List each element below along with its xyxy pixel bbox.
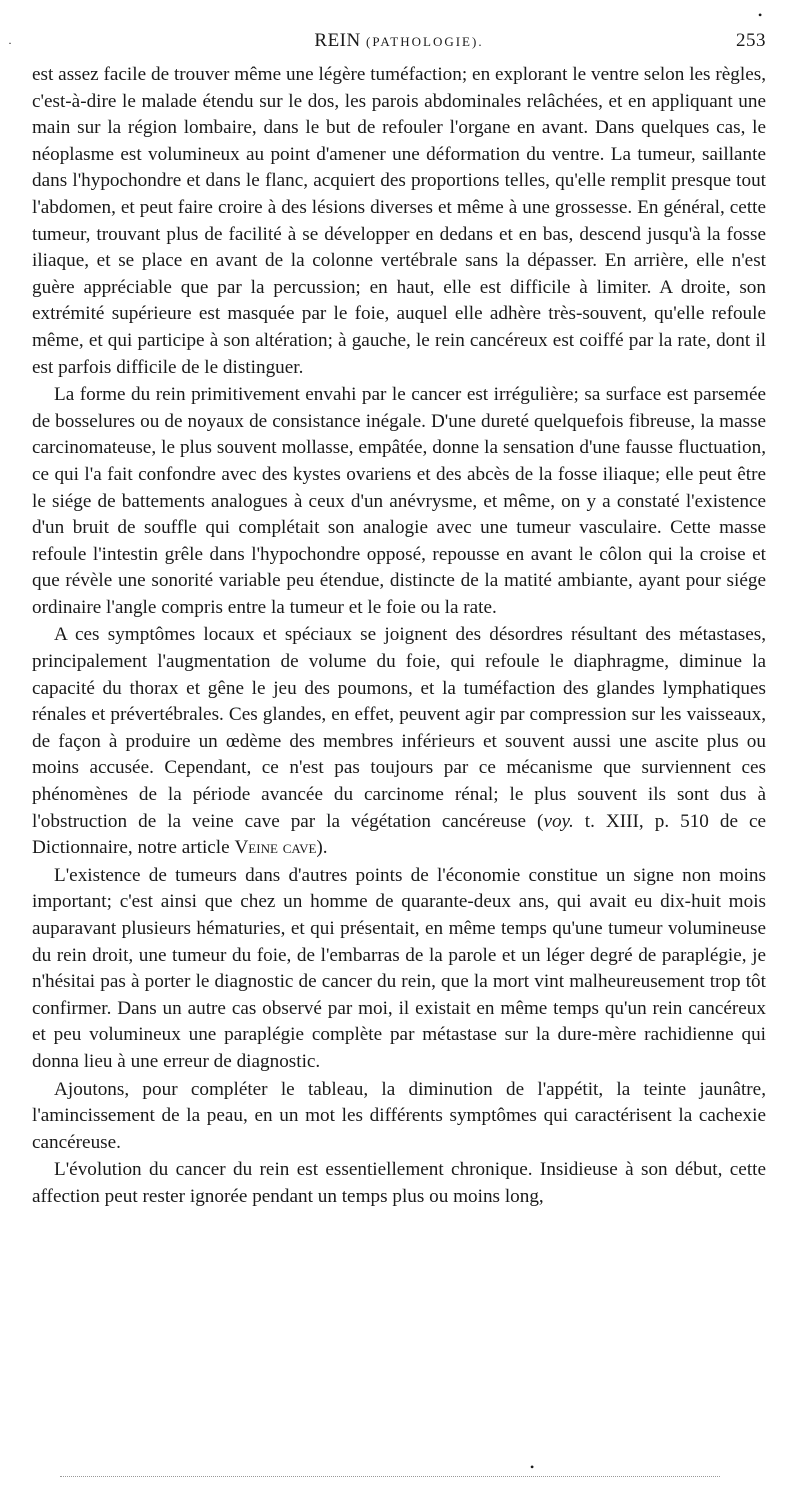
bottom-mark: • xyxy=(530,1460,535,1474)
body-text xyxy=(32,62,766,1211)
paragraph-6: L'évolution du cancer du rein est essentiellement chronique. Insidieuse à son début, cette affection peut rester ignorée pendant un temps plus ou moins long, xyxy=(32,1159,766,1207)
top-right-mark: • xyxy=(758,8,763,22)
page-number: 253 xyxy=(736,30,766,51)
paragraph-1: est assez facile de trouver même une légère tuméfaction; en explorant le ventre selon les règles, c'est-à-dire le malade étendu sur le dos, les parois abdominales relâchées, et en appliquant une main sur la région lombaire, dans le but de refouler l'organe en avant. Dans quelques cas, le néoplasme est volumineux au point d'amener une déformation du ventre. La tumeur, saillante dans l'hypochondre et dans le flanc, acquiert des proportions telles, qu'elle remplit presque tout l'abdomen, et peut faire croire à des lésions diverses et même à une grossesse. En général, cette tumeur, trouvant plus de facilité à se développer en dedans et en bas, descend jusqu'à la fosse iliaque, et se place en avant de la colonne vertébrale sans la dépasser. En arrière, elle n'est guère appréciable que par la percussion; en haut, elle est difficile à limiter. A droite, son extrémité supérieure est masquée par le foie, auquel elle adhère très-souvent, qu'elle refoule même, et qui participe à son altération; à gauche, le rein cancéreux est coiffé par la rate, dont il est parfois difficile de le distinguer. xyxy=(32,64,766,378)
paragraph-5: Ajoutons, pour compléter le tableau, la diminution de l'appétit, la teinte jaunâtre, l'amincissement de la peau, en un mot les différents symptômes qui caractérisent la cachexie cancéreuse. xyxy=(32,1078,766,1153)
paragraph-4: L'existence de tumeurs dans d'autres points de l'économie constitue un signe non moins important; c'est ainsi que chez un homme de quarante-deux ans, qui avait eu dix-huit mois auparavant plusieurs hématuries, et qui présentait, en même temps qu'une tumeur volumineuse du rein droit, une tumeur du foie, de l'embarras de la parole et un léger degré de paraplégie, je n'hésitai pas à porter le diagnostic de cancer du rein, que la mort vint malheureusement trop tôt confirmer. Dans un autre cas observé par moi, il existait en même temps qu'un rein cancéreux et peu volumineux une paraplégie complète par métastase sur la dure-mère rachidienne qui donna lieu à une erreur de diagnostic. xyxy=(32,864,766,1072)
bottom-rule xyxy=(60,1476,720,1477)
paragraph-3-end: ). xyxy=(316,837,328,859)
voy-abbrev: voy. xyxy=(543,810,574,832)
paragraph-3-text: A ces symptômes locaux et spéciaux se joignent des désordres résultant des métastases, principalement l'augmentation de volume du foie, qui refoule le diaphragme, diminue la capacité du thorax et gêne le jeu des poumons, et la tuméfaction des glandes lymphatiques rénales et prévertébrales. Ces glandes, en effet, peuvent agir par compression sur les vaisseaux, de façon à produire un œdème des membres inférieurs et souvent aussi une ascite plus ou moins accusée. Cependant, ce n'est pas toujours par ce mécanisme que surviennent ces phénomènes de la période avancée du carcinome rénal; le plus souvent ils sont dus à l'obstruction de la veine cave par la végétation cancéreuse ( xyxy=(32,624,766,832)
running-title-main: REIN xyxy=(314,30,361,51)
running-title xyxy=(32,30,766,52)
reference-text: t. XIII, p. 510 de ce Dictionnaire, notre article xyxy=(32,810,766,859)
running-title-subtitle: (PATHOLOGIE). xyxy=(365,34,484,49)
paragraph-2: La forme du rein primitivement envahi par le cancer est irrégulière; sa surface est parsemée de bosselures ou de noyaux de consistance inégale. D'une dureté quelquefois fibreuse, la masse carcinomateuse, le plus souvent mollasse, empâtée, donne la sensation d'une fausse fluctuation, ce qui l'a fait confondre avec des kystes ovariens et des abcès de la fosse iliaque; elle peut être le siége de battements analogues à ceux d'un anévrysme, et même, on y a constaté l'existence d'un bruit de souffle qui complétait son analogie avec une tumeur vasculaire. Cette masse refoule l'intestin grêle dans l'hypochondre opposé, repousse en avant le côlon qui la croise et que révèle une sonorité variable peu étendue, distincte de la matité ambiante, ayant pour siége ordinaire l'angle compris entre la tumeur et le foie ou la rate. xyxy=(32,384,766,618)
article-name: Veine cave xyxy=(234,837,317,859)
page-header xyxy=(32,30,766,56)
left-margin-mark: · xyxy=(8,36,12,50)
paragraph-3 xyxy=(32,622,766,861)
